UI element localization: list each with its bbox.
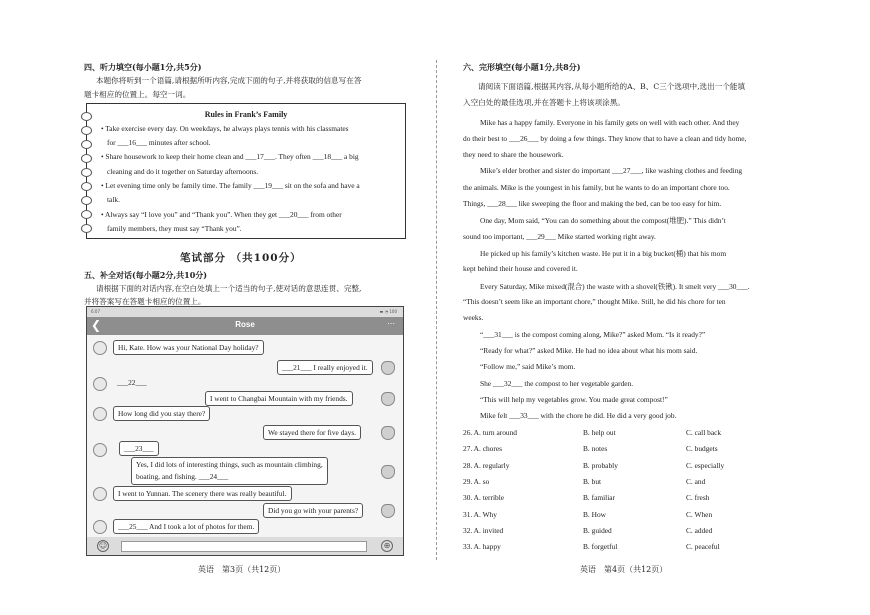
chat-bubble-left: How long did you stay there?: [113, 406, 210, 421]
option-26a[interactable]: 26. A. turn around: [463, 428, 517, 437]
option-30a[interactable]: 30. A. terrible: [463, 493, 505, 502]
option-28a[interactable]: 28. A. regularly: [463, 461, 510, 470]
rules-box: [86, 103, 406, 239]
emoji-icon[interactable]: ☺: [98, 541, 108, 550]
chat-bubble-line: boating, and fishing. ___24___: [136, 472, 229, 481]
add-icon[interactable]: ⊕: [381, 540, 393, 552]
option-27a[interactable]: 27. A. chores: [463, 444, 502, 453]
back-arrow-icon[interactable]: ❮: [91, 318, 102, 332]
section6-title: 六、完形填空(每小题1分,共8分): [463, 62, 581, 72]
option-32b[interactable]: B. guided: [583, 526, 612, 535]
option-31b[interactable]: B. How: [583, 510, 606, 519]
option-28b[interactable]: B. probably: [583, 461, 618, 470]
rules-line: family members, they must say “Thank you”.: [107, 224, 242, 233]
kate-avatar: [93, 520, 107, 534]
option-33c[interactable]: C. peaceful: [686, 542, 720, 551]
chat-header: [87, 317, 403, 335]
option-33a[interactable]: 33. A. happy: [463, 542, 501, 551]
spiral-ring: [81, 196, 92, 205]
spiral-ring: [81, 210, 92, 219]
chat-phone-frame: [86, 306, 404, 556]
section6-instruction-line1: 请阅读下面语篇,根据其内容,从每小题所给的A、B、C三个选项中,选出一个能填: [478, 82, 746, 91]
passage-line: She ___32___ the compost to her vegetable garden.: [480, 379, 634, 388]
passage-line: “___31___ is the compost coming along, Mike?” asked Mom. “Is it ready?”: [480, 330, 706, 339]
rules-title: Rules in Frank’s Family: [204, 110, 288, 119]
option-31c[interactable]: C. When: [686, 510, 713, 519]
rules-line: • Always say “I love you” and “Thank you”. When they get ___20___ from other: [101, 210, 342, 219]
option-33b[interactable]: B. forgetful: [583, 542, 618, 551]
option-28c[interactable]: C. especially: [686, 461, 725, 470]
chat-bubble-right-multiline: [131, 457, 328, 485]
rose-avatar: [381, 361, 395, 375]
passage-line: Things, ___28___ like sweeping the floor and making the bed, can be too easy for him.: [463, 199, 722, 208]
spiral-ring: [81, 140, 92, 149]
passage-line: sound too important, ___29___ Mike started working right away.: [463, 232, 656, 241]
passage-line: Mike’s elder brother and sister do important ___27___, like washing clothes and feeding: [480, 166, 743, 175]
written-part-heading: 笔试部分 （共100分）: [180, 252, 302, 264]
footer-right-page-number: 英语 第4页（共12页）: [580, 565, 668, 574]
option-26b[interactable]: B. help out: [583, 428, 616, 437]
spiral-ring: [81, 126, 92, 135]
option-32a[interactable]: 32. A. invited: [463, 526, 504, 535]
passage-line: Mike felt ___33___ with the chore he did. He did a very good job.: [480, 411, 677, 420]
passage-line: Mike has a happy family. Everyone in his family gets on well with each other. And they: [480, 118, 740, 127]
section4-title: 四、听力填空(每小题1分,共5分): [84, 62, 202, 72]
chat-bubble-right: We stayed there for five days.: [263, 425, 361, 440]
option-29a[interactable]: 29. A. so: [463, 477, 490, 486]
passage-line: “Follow me,” said Mike’s mom.: [480, 362, 576, 371]
option-30b[interactable]: B. familiar: [583, 493, 616, 502]
spiral-ring: [81, 154, 92, 163]
kate-avatar: [93, 407, 107, 421]
passage-line: the animals. Mike is the youngest in his family, but he wants to do an important chore too.: [463, 183, 730, 192]
footer-left-page-number: 英语 第3页（共12页）: [198, 565, 286, 574]
kate-avatar: [93, 443, 107, 457]
option-29b[interactable]: B. but: [583, 477, 602, 486]
spiral-ring: [81, 182, 92, 191]
chat-bubble-right: ___21___ I really enjoyed it.: [277, 360, 373, 375]
section5-instruction-line1: 请根据下面的对话内容,在空白处填上一个适当的句子,使对话的意思连贯、完整,: [96, 284, 362, 293]
chat-bubble-right: Did you go with your parents?: [263, 503, 363, 518]
option-29c[interactable]: C. and: [686, 477, 706, 486]
chat-bubble-left: Hi, Kate. How was your National Day holiday?: [113, 340, 264, 355]
chat-input-bar: [87, 537, 403, 555]
status-time: 6:07: [91, 309, 100, 314]
section4-instruction-line1: 本题你将听到一个语篇,请根据所听内容,完成下面的句子,并将获取的信息写在答: [96, 76, 362, 85]
chat-bubble-left: I went to Yunnan. The scenery there was really beautiful.: [113, 486, 292, 501]
chat-bubble-left-blank: ___22___: [117, 378, 147, 387]
passage-line: “Ready for what?” asked Mike. He had no idea about what his mom said.: [480, 346, 698, 355]
kate-avatar: [93, 341, 107, 355]
chat-bubble-left: ___25___ And I took a lot of photos for them.: [113, 519, 259, 534]
more-menu-icon[interactable]: ⋯: [387, 319, 395, 328]
spiral-ring: [81, 224, 92, 233]
rules-line: talk.: [107, 195, 120, 204]
message-input[interactable]: [121, 541, 367, 552]
chat-title: Rose: [235, 320, 255, 329]
section5-title: 五、补全对话(每小题2分,共10分): [84, 270, 208, 280]
rose-avatar: [381, 392, 395, 406]
section4-instruction-line2: 题卡相应的位置上。每空一词。: [84, 90, 191, 99]
rose-avatar: [381, 504, 395, 518]
section6-instruction-line2: 入空白处的最佳选项,并在答题卡上将该项涂黑。: [463, 98, 625, 107]
rules-line: • Share housework to keep their home clean and ___17___. They often ___18___ a big: [101, 152, 359, 161]
chat-bubble-left: ___23___: [119, 441, 159, 456]
passage-line: they need to share the housework.: [463, 150, 564, 159]
rules-line: cleaning and do it together on Saturday afternoons.: [107, 167, 259, 176]
passage-line: kept behind their house and covered it.: [463, 264, 578, 273]
section5-instruction-line2: 并将答案写在答题卡相应的位置上。: [84, 297, 206, 306]
option-26c[interactable]: C. call back: [686, 428, 722, 437]
passage-line: do their best to ___26___ by doing a few things. They know that to have a clean and tidy home,: [463, 134, 747, 143]
passage-line: Every Saturday, Mike mixed(混合) the waste with a shovel(铁锹). It smelt very ___30___.: [480, 282, 750, 291]
rose-avatar: [381, 426, 395, 440]
passage-line: weeks.: [463, 313, 484, 322]
phone-status-bar: [87, 307, 403, 317]
passage-line: “This doesn’t seem like an important chore,” thought Mike. Still, he did his chore for ten: [463, 297, 726, 306]
page-divider: [436, 60, 437, 560]
rules-line: • Take exercise every day. On weekdays, he always plays tennis with his classmates: [101, 124, 349, 133]
kate-avatar: [93, 377, 107, 391]
option-31a[interactable]: 31. A. Why: [463, 510, 497, 519]
rules-line: for ___16___ minutes after school.: [107, 138, 211, 147]
rules-line: • Let evening time only be family time. The family ___19___ sit on the sofa and have a: [101, 181, 360, 190]
rose-avatar: [381, 465, 395, 479]
passage-line: He picked up his family’s kitchen waste. He put it in a big bucket(桶) that his mom: [480, 249, 727, 258]
kate-avatar: [93, 487, 107, 501]
chat-bubble-line: Yes, I did lots of interesting things, such as mountain climbing,: [136, 460, 323, 469]
passage-line: “This will help my vegetables grow. You made great compost!”: [480, 395, 668, 404]
status-indicators: ▬ ◔ 100: [379, 309, 397, 314]
option-27c[interactable]: C. budgets: [686, 444, 718, 453]
option-27b[interactable]: B. notes: [583, 444, 608, 453]
spiral-ring: [81, 168, 92, 177]
option-30c[interactable]: C. fresh: [686, 493, 710, 502]
chat-bubble-right: I went to Changbai Mountain with my friends.: [205, 391, 353, 406]
option-32c[interactable]: C. added: [686, 526, 713, 535]
passage-line: One day, Mom said, “You can do something about the compost(堆肥).” This didn’t: [480, 216, 726, 225]
